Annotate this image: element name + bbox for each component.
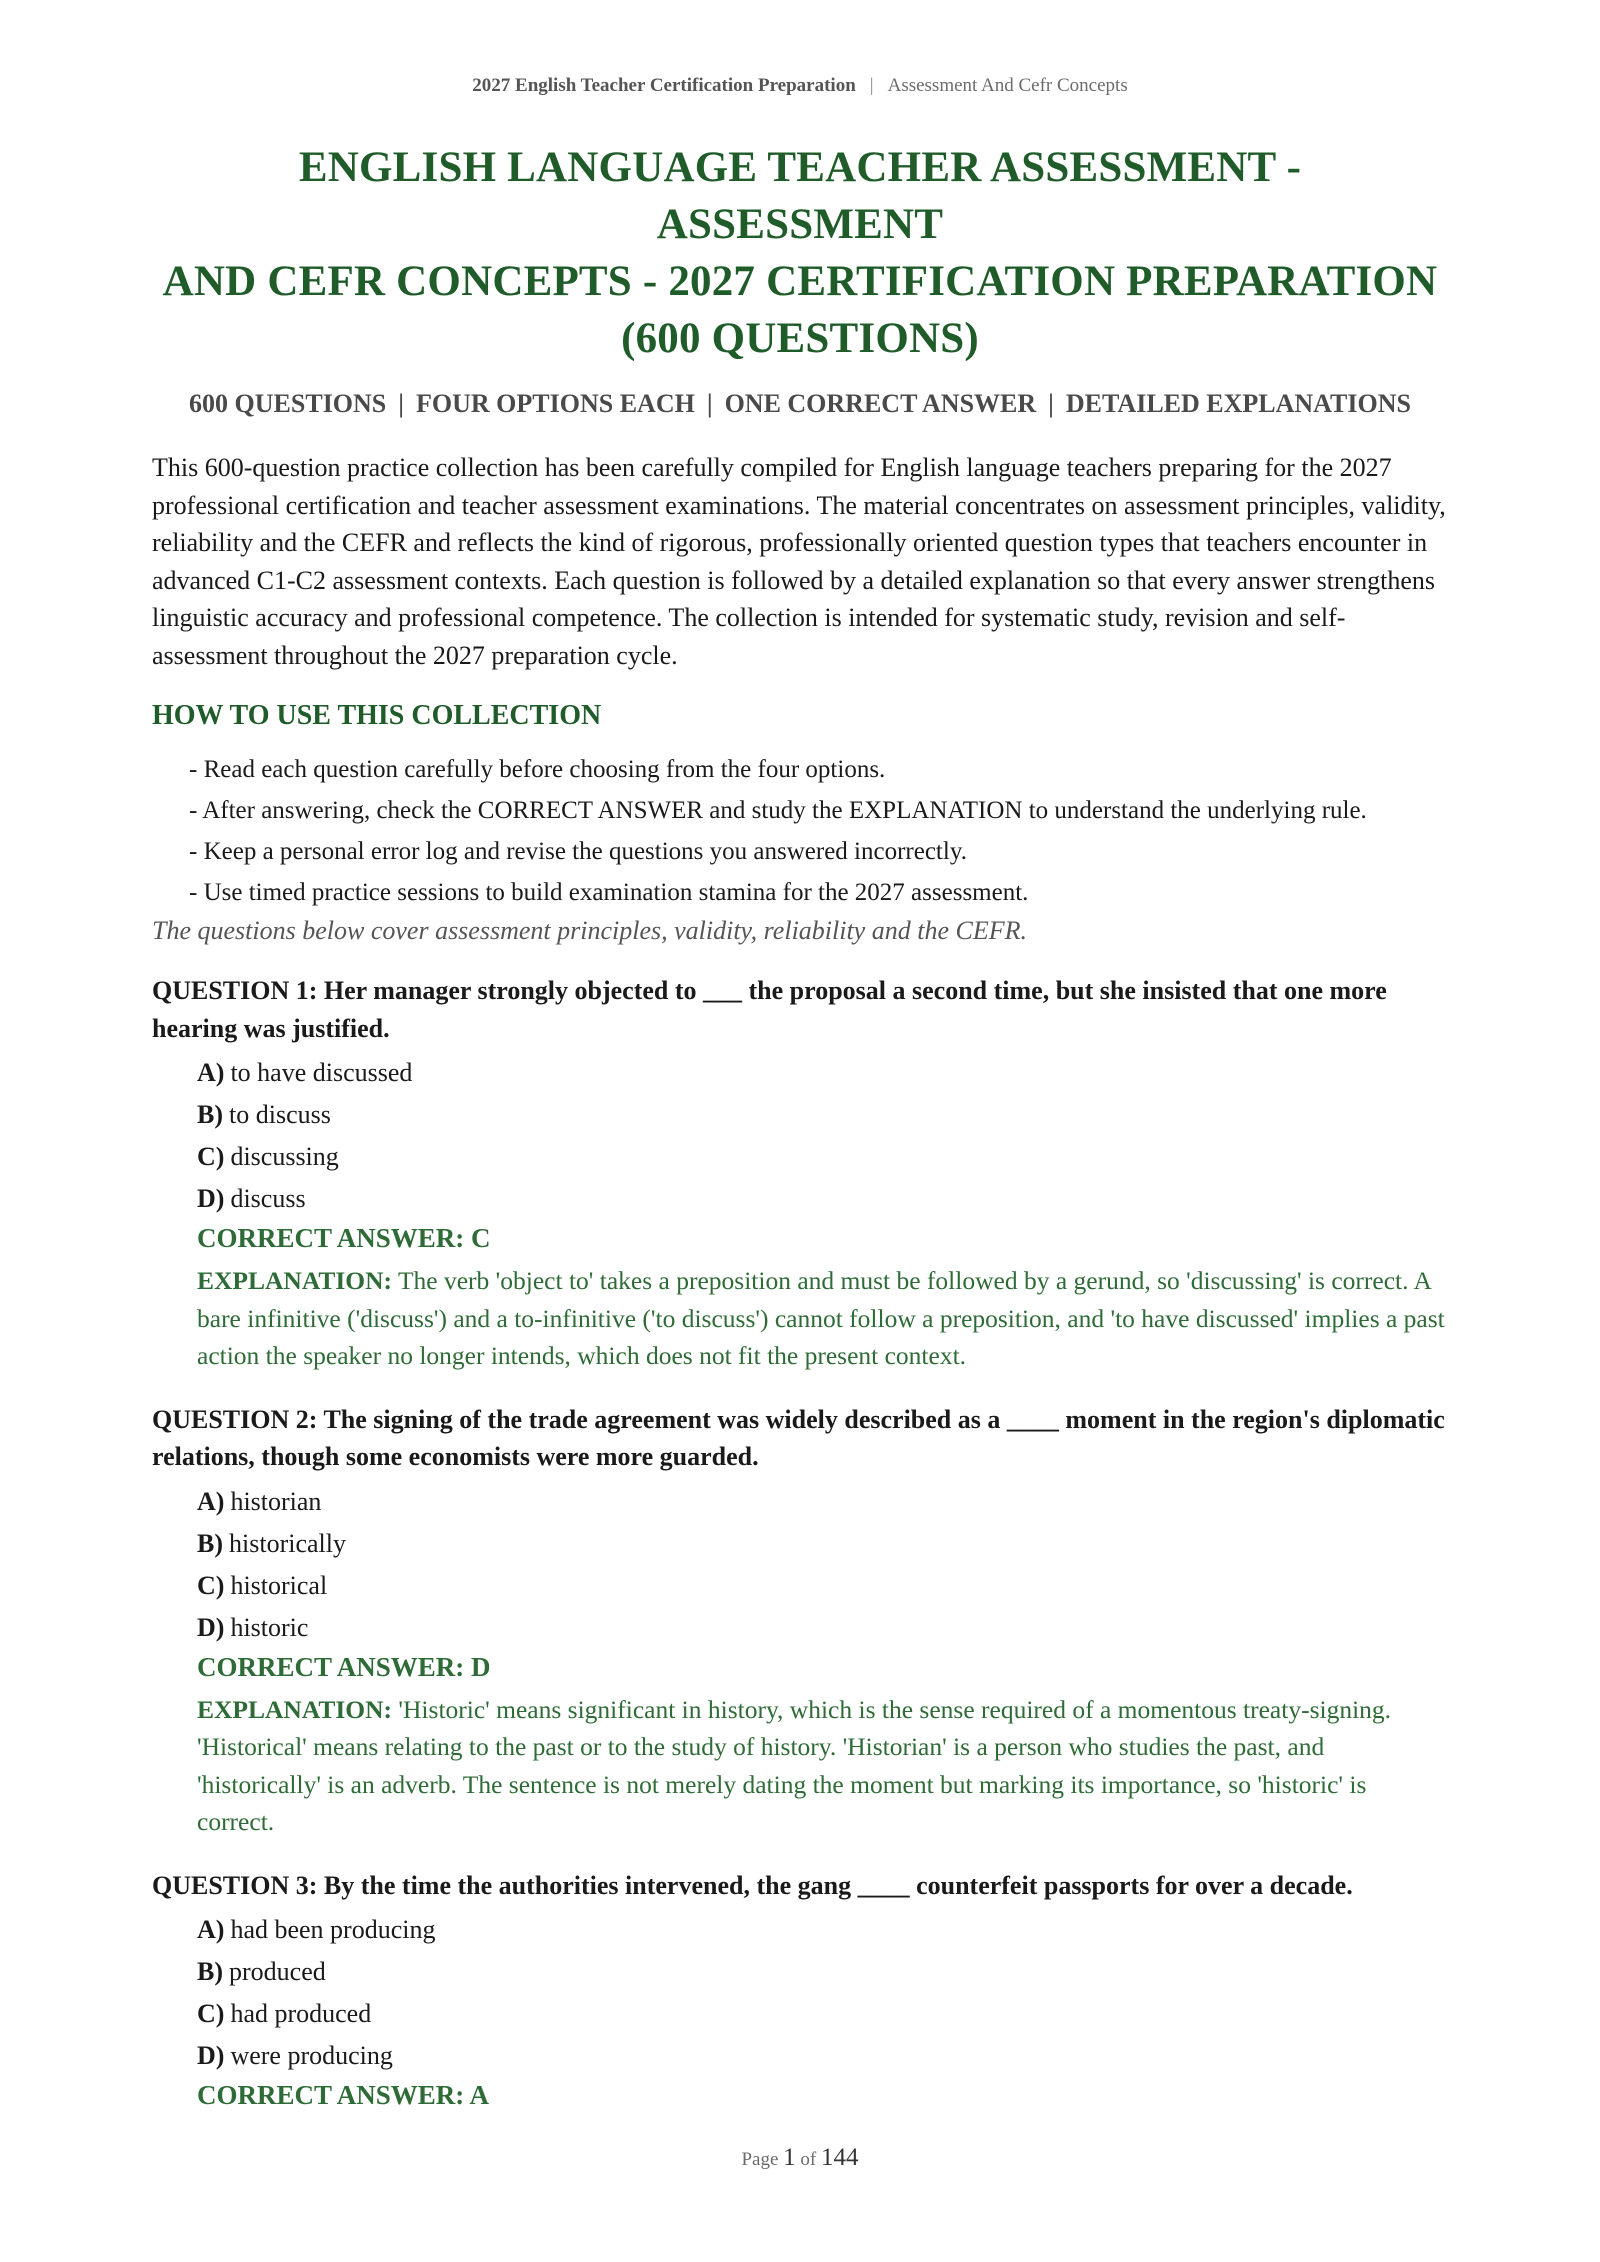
explanation-label: EXPLANATION: [197, 1266, 393, 1295]
option-b [197, 1526, 1448, 1562]
option-letter: A) [197, 1486, 225, 1516]
option-d [197, 1610, 1448, 1646]
option-letter: A) [197, 1058, 225, 1087]
running-header [152, 0, 1448, 105]
correct-answer: CORRECT ANSWER: C [197, 1223, 491, 1253]
option-text: to discuss [229, 1100, 331, 1129]
subtitle-item: DETAILED EXPLANATIONS [1065, 389, 1411, 418]
subtitle-item: 600 QUESTIONS [189, 389, 387, 418]
question-block [152, 972, 1448, 1375]
question-text: QUESTION 3: By the time the authorities intervened, the gang ____ counterfeit passports for over a decade. [152, 1870, 1353, 1900]
document-title [152, 139, 1448, 367]
option-letter: B) [197, 1100, 223, 1129]
option-letter: C) [197, 1570, 225, 1600]
option-letter: A) [197, 1915, 225, 1944]
option-text: produced [229, 1957, 326, 1986]
how-to-heading: HOW TO USE THIS COLLECTION [152, 700, 602, 731]
running-header-left: 2027 English Teacher Certification Preparation [472, 75, 856, 96]
option-letter: D) [197, 1612, 225, 1642]
option-b [197, 1097, 1448, 1133]
page-number: 1 [783, 2144, 796, 2171]
correct-answer: CORRECT ANSWER: A [197, 2080, 490, 2110]
subtitle-separator: | [706, 389, 713, 418]
option-a [197, 1912, 1448, 1948]
question-block [152, 1867, 1448, 2112]
title-line-2: AND CEFR CONCEPTS - 2027 CERTIFICATION PREPARATION [162, 258, 1438, 305]
correct-answer: CORRECT ANSWER: D [197, 1651, 491, 1682]
option-c [197, 1996, 1448, 2032]
intro-paragraph: This 600-question practice collection has been carefully compiled for English language teachers preparing for the 2027 professional certification and teacher assessment examinations. The material concentrates on assessment principles, validity, reliability and the CEFR and reflects the kind of rigorous, professionally oriented question types that teachers encounter in advanced C1-C2 assessment contexts. Each question is followed by a detailed explanation so that every answer strengthens linguistic accuracy and professional competence. The collection is intended for systematic study, revision and self-assessment throughout the 2027 preparation cycle. [152, 453, 1446, 670]
option-text: discussing [230, 1142, 339, 1171]
option-letter: D) [197, 2041, 225, 2070]
explanation [152, 1691, 1448, 1841]
page-total: 144 [821, 2144, 859, 2171]
how-to-item: - Use timed practice sessions to build examination stamina for the 2027 assessment. [189, 879, 1029, 906]
option-text: historian [230, 1486, 322, 1516]
how-to-list [152, 752, 1448, 910]
explanation [152, 1262, 1448, 1375]
running-header-right: Assessment And Cefr Concepts [887, 75, 1128, 96]
how-to-item: - Read each question carefully before choosing from the four options. [189, 756, 886, 783]
question-block [152, 1401, 1448, 1841]
how-to-item: - After answering, check the CORRECT ANSWER and study the EXPLANATION to understand the underlying rule. [189, 797, 1367, 824]
option-text: historically [229, 1528, 346, 1558]
option-text: historical [230, 1570, 328, 1600]
option-text: to have discussed [230, 1058, 413, 1087]
subtitle [152, 389, 1448, 419]
option-c [197, 1568, 1448, 1604]
explanation-label: EXPLANATION: [197, 1694, 393, 1724]
how-to-item: - Keep a personal error log and revise the questions you answered incorrectly. [189, 838, 967, 865]
subtitle-item: ONE CORRECT ANSWER [724, 389, 1037, 418]
option-text: had been producing [230, 1915, 436, 1944]
of-word: of [800, 2149, 817, 2170]
question-text: QUESTION 2: The signing of the trade agreement was widely described as a ____ moment in the region's diplomatic relations, though some economists were more guarded. [152, 1404, 1445, 1471]
question-text: QUESTION 1: Her manager strongly objected to ___ the proposal a second time, but she insisted that one more hearing was justified. [152, 976, 1387, 1043]
title-line-1: ENGLISH LANGUAGE TEACHER ASSESSMENT - ASSESSMENT [298, 144, 1302, 248]
page-word: Page [741, 2149, 779, 2170]
option-letter: C) [197, 1999, 225, 2028]
option-letter: B) [197, 1528, 223, 1558]
options-list [152, 1912, 1448, 2074]
option-text: historic [230, 1612, 309, 1642]
explanation-text: The verb 'object to' takes a preposition and must be followed by a gerund, so 'discussing' is correct. A bare infinitive ('discuss') and a to-infinitive ('to discuss') cannot follow a preposition, and 'to have discussed' implies a past action the speaker no longer intends, which does not fit the present context. [197, 1266, 1445, 1370]
option-text: were producing [230, 2041, 393, 2070]
subtitle-separator: | [398, 389, 405, 418]
option-letter: B) [197, 1957, 223, 1986]
option-d [197, 2038, 1448, 2074]
option-letter: D) [197, 1184, 225, 1213]
title-line-3: (600 QUESTIONS) [621, 315, 979, 362]
option-text: had produced [230, 1999, 372, 2028]
subtitle-item: FOUR OPTIONS EACH [416, 389, 695, 418]
option-a [197, 1484, 1448, 1520]
option-text: discuss [230, 1184, 306, 1213]
options-list [152, 1055, 1448, 1217]
options-list [152, 1484, 1448, 1646]
subtitle-separator: | [1048, 389, 1054, 418]
page-footer [0, 2144, 1600, 2172]
option-letter: C) [197, 1142, 225, 1171]
option-a [197, 1055, 1448, 1091]
running-header-separator: | [869, 75, 874, 96]
option-d [197, 1181, 1448, 1217]
option-c [197, 1139, 1448, 1175]
coverage-note: The questions below cover assessment principles, validity, reliability and the CEFR. [152, 916, 1027, 945]
option-b [197, 1954, 1448, 1990]
explanation-text: 'Historic' means significant in history, which is the sense required of a momentous treaty-signing. 'Historical' means relating to the past or to the study of history. 'Historian' is a person who studies the past, and 'historically' is an adverb. The sentence is not merely dating the moment but marking its importance, so 'historic' is correct. [197, 1694, 1392, 1836]
